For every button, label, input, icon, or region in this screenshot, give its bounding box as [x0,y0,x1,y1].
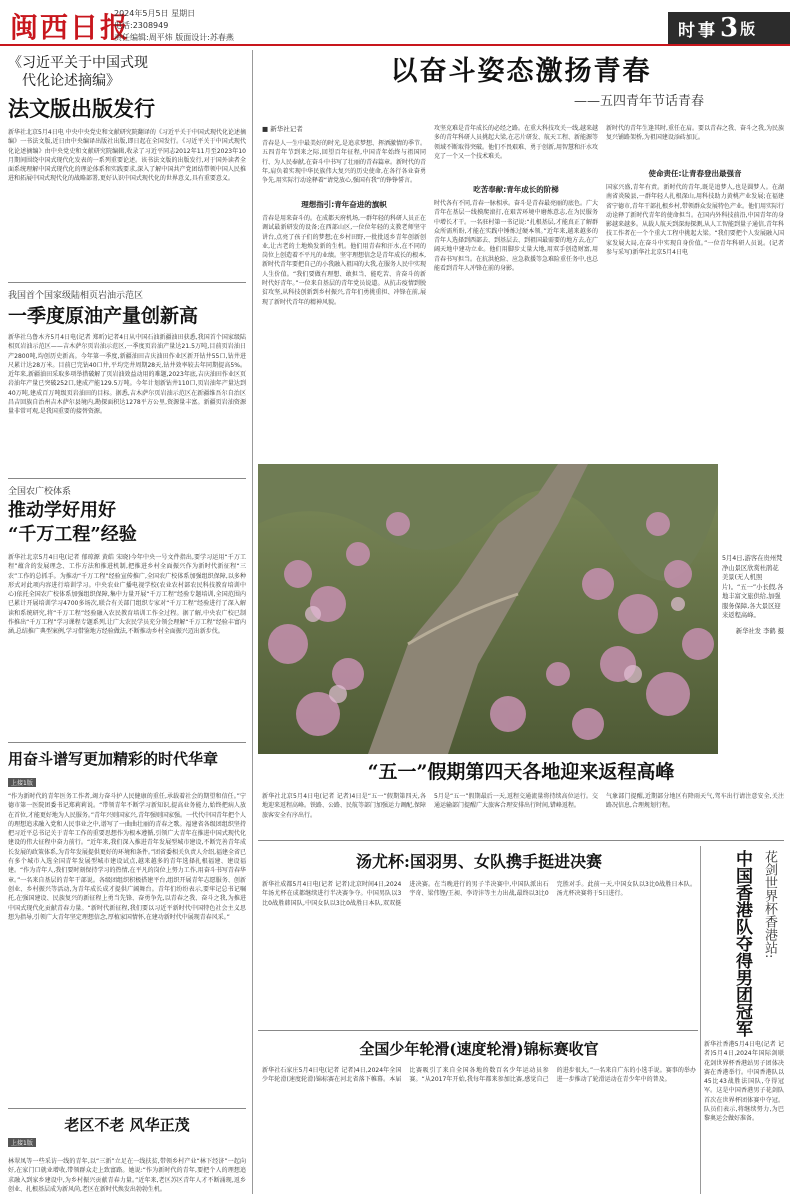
fencing-headline-box [730,850,760,1037]
story-headline: 一季度原油产量创新高 [8,305,199,327]
issue-editors: 责任编辑:周平炜 版面设计:苏春燕 [114,33,234,42]
photo-credit: 新华社发 李鹤 摄 [735,627,784,635]
newspaper-logo: 闽西日报 [10,11,131,44]
story-body: 气象部门提醒,近期部分地区有降雨天气,驾车出行请注意安全,关注路况信息,合理规划行程。 [606,793,784,810]
feature-column-3 [606,124,784,465]
story-divider [8,282,246,283]
story-skating [262,1038,696,1190]
column-divider [700,846,701,1194]
headline-line-2: “千万工程”经验 [8,524,137,545]
story-headline: 老区不老 风华正茂 [64,1116,190,1134]
story-kicker: 全国农广校体系 [8,487,72,497]
story-headline: 用奋斗谱写更加精彩的时代华章 [8,750,219,768]
photo-caption [722,554,784,754]
page-unit: 版 [740,19,756,38]
feature-text: 青春是用来奋斗的。在成都天府机场,一群年轻的科研人员正在调试最新研发的设备;在西部山区,一位位年轻的支教老师坚守讲台,点亮了孩子们的梦想;在乡村田野,一批批返乡青年创新创业,让古老的土地焕发新的生机。他们用青春和汗水,在不同的岗位上创造着不平凡的业绩。坚守理想信念是青年成长的根本,新时代青年要把自己的小我融入祖国的大我,在服务人民中实现人生价值。“我们要做有理想、敢担当、能吃苦、肯奋斗的新时代好青年。”一位来自基层的青年党员说道。从抗击疫情到脱贫攻坚,从科技创新到乡村振兴,青年们勇挑重担、冲锋在前,展现了新时代青年的精神风貌。 [262,215,426,306]
story-book-release [8,54,246,270]
masthead [0,0,790,44]
story-body: 新华社北京5月4日电(记者 郁琼源 黄皓 宋晓)今年中央一号文件指出,要学习运用“千万工程”蕴含的发展理念、工作方法和推进机制,把推进乡村全面振兴作为新时代新征程“三农”工作的总抓手。为推动“千万工程”经验宣传推广,全国农广校体系加强组织保障,以多种形式对此项内容进行培训学习。中央农业广播电视学校(农业农村部农民科技教育培训中心)依托全国农广校体系加强组织保障,集中力量开展“千万工程”经验专题培训,全国范围内已累计开展培训学习4700多场次,联合有关部门组织专家对“千万工程”经验进行了深入解读和系统研究,将“千万工程”经验融入农民教育培训工作全过程。据了解,中央农广校已制作推出“千万工程”学习课程专题系列,让广大农民学员充分领会理解“千万工程”经验丰富内涵,总结推广典型案例,学习借鉴地方经验做法,不断推动乡村全面振兴迈出新步伐。 [8,554,246,636]
feature-subhead: 理想指引:青年奋进的旗帜 [301,200,387,209]
page-number: 3 [720,13,739,43]
fencing-side-label [760,850,784,958]
story-ten-million-project [8,484,246,733]
feature-text: 时代各有不同,青春一脉相承。奋斗是青春最亮丽的底色。广大青年在基层一线摸爬滚打,在艰苦环境中磨炼意志,在为民服务中增长才干。一名驻村第一书记说:“扎根基层,才能真正了解群众所需所盼,才能在实践中锤炼过硬本领。”近年来,越来越多的青年人选择到西部去、到基层去、到祖国最需要的地方去,在广阔天地中建功立业。他们用脚步丈量大地,用双手创造财富,用青春书写担当。在抗洪抢险、应急救援等急难险重任务中,也总能看到青年人冲锋在前的身影。 [434,200,598,273]
story-divider [258,1030,698,1031]
story-headline: 中国香港队夺得男团冠军 [732,850,752,1037]
story-youth-chapter [8,748,246,1088]
scenic-photo [258,464,718,754]
story-divider [8,478,246,479]
story-headline [8,499,246,547]
story-body: 新华社香港5月4日电(记者 记者)5月4日,2024年国际剑联花剑世界杯香港站男子团体决赛在香港举行。中国香港队以45比43战胜法国队,夺得冠军。这是中国香港男子花剑队首次在世界杯团体赛中夺冠。队员们表示,将继续努力,为巴黎奥运会做好准备。 [704,1041,784,1123]
story-divider [8,742,246,743]
side-label-text: 花剑世界杯香港站: [762,850,777,959]
story-headline: 法文版出版发行 [8,96,155,121]
feature-text: 国家兴盛,青年有责。新时代的青年,既是追梦人,也是圆梦人。在湖南省炎陵县,一群年轻人扎根深山,用科技助力黄桃产业发展;在福建省宁德市,青年干部扎根乡村,带领群众发展特色产业。他们用实际行动诠释了新时代青年的使命担当。在国内外科技前沿,中国青年的身影越来越多。从载人航天到深海探测,从人工智能到量子通信,青年科技工作者在一个个重大工程中挑起大梁。“我们要把个人发展融入国家发展大局,在奋斗中实现自身价值。”一位青年科研人员说。(记者 参与采写)新华社北京5月4日电 [606,184,784,257]
section-name: 时事 [678,20,718,41]
story-body: 林翠凤等一些采访一线的青年,以“三新”立足在一线扶贫,带领乡村产业“林下经济”一起向好,在家门口就业增收,带领群众走上致富路。她说:“作为新时代的青年,要把个人的理想追求融入到家乡建设中,为乡村振兴贡献青春力量。”近年来,老区苏区青年人才不断涌现,返乡创业、扎根基层成为新风尚,老区在新时代焕发出勃勃生机。 [8,1158,246,1193]
story-body: “作为新时代的青年医务工作者,竭力奋斗护人民健康的重任,承载着社会的期望和信任。”宁德市第一医院团委书记郑莉莉说。“带领青年不断学习新知识,提高业务能力,始终把病人放在首位,才能更好地为人民服务。”青年兴则国家兴,青年强则国家强。一代代中国青年把个人的理想追求融入党和人民事业之中,谱写了一曲曲壮丽的青春之歌。福建省各级团组织坚持把习近平总书记关于青年工作的重要思想作为根本遵循,引领广大青年在推进中国式现代化建设的伟大征程中奋力前行。“近年来,我们深入推进青年发展型城市建设,不断完善青年成长发展的政策体系,为青年发展提供更好的环境和条件。”团省委相关负责人介绍,福建全省已有多个城市入选全国青年发展型城市建设试点,越来越多的青年选择扎根福建、建设福建。“作为青年人,我们要时刻保持学习的热情,在平凡的岗位上努力工作,用奋斗书写青春华章。”一名来自基层的青年干部说。各级团组织积极搭建平台,组织开展青年志愿服务、创新创业、乡村振兴等活动,为青年成长成才提供广阔舞台。青年们纷纷表示,要牢记总书记嘱托,在强国建设、民族复兴的新征程上勇当先锋、奋勇争先,以青春之我、奋斗之我,为推进中国式现代化贡献青春力量。“新时代新征程,我们要以习近平新时代中国特色社会主义思想为指导,引领广大青年坚定理想信念,厚植家国情怀,在建功新时代中展现青春风采。” [8,793,246,921]
story-headline: 汤尤杯:国羽男、女队携手挺进决赛 [356,852,602,871]
feature-column-2 [434,124,598,465]
story-body: 5月是“五一”假期最后一天,返程交通流量将持续高位运行。交通运输部门提醒广大旅客合理安排出行时间,错峰返程。 [434,793,598,810]
kicker-line-1: 《习近平关于中国式现 [8,55,148,71]
issue-date: 2024年5月5日 星期日 [114,9,196,18]
feature-text: 青春是人一生中最美好的时光,是追求梦想、挥洒激情的季节。五四青年节到来之际,回望百年征程,中国青年始终与祖国同行、为人民奉献,在奋斗中书写了壮丽的青春篇章。新时代的青年,肩负着实现中华民族伟大复兴的历史使命,在各行各业奋勇争先,用实际行动诠释着“请党放心,强国有我”的铮铮誓言。 [262,140,426,185]
section-banner [668,12,790,44]
feature-subtitle: ——五四青年节话青春 [573,94,704,109]
story-holiday-return [258,758,784,786]
continued-tag: 上接1版 [8,778,36,787]
story-divider [258,840,784,841]
feature-subhead: 使命责任:让青春登出最强音 [648,169,742,178]
story-uber-cup [262,850,696,1030]
story-headline: 全国少年轮滑(速度轮滑)锦标赛收官 [359,1040,599,1058]
story-kicker: 我国首个国家级陆相页岩油示范区 [8,291,144,301]
story-body: 新华社北京5月4日电(记者 记者)4日是“五一”假期第四天,各地迎来返程高峰。铁路、公路、民航等部门加强运力调配,保障旅客安全有序出行。 [262,793,426,819]
kicker-line-2: 代化论述摘编》 [22,73,120,89]
story-body: 新华社成都5月4日电(记者 记者)北京时间4日,2024年汤尤杯在成都继续进行半决赛争夺。中国男队以3比0战胜韩国队,中国女队以3比0战胜日本队,双双挺进决赛。在当晚进行的男子半决赛中,中国队派出石宇奇、梁伟铿/王昶、李诗沣等主力出战,最终以3比0完胜对手。此前一天,中国女队以3比0战胜日本队。汤尤杯决赛将于5日进行。 [262,881,696,907]
story-kicker [8,54,246,90]
issue-phone: 电话:2308949 [114,21,169,30]
story-headline: “五一”假期第四天各地迎来返程高峰 [367,761,675,783]
masthead-divider [0,44,790,46]
story-body: 新华社石家庄5月4日电(记者 记者)4日,2024年全国少年轮滑(速度轮滑)锦标赛在河北省落下帷幕。本届比赛吸引了来自全国各地的数百名少年运动员参赛。“从2017年开始,我每年都来参加比赛,感觉自己的进步很大。”一名来自广东的小选手说。赛事的举办进一步推动了轮滑运动在青少年中的普及。 [262,1067,696,1084]
story-divider [8,1108,246,1109]
feature-youth [258,54,784,109]
feature-byline: ■ 新华社记者 [262,125,303,133]
headline-line-1: 推动学好用好 [8,500,116,521]
feature-headline: 以奋斗姿态激扬青春 [390,56,652,87]
story-old-area [8,1114,246,1200]
feature-text: 攻坚克难是青年成长的必经之路。在重大科技攻关一线,越来越多的青年科研人员挑起大梁,在芯片研发、航天工程、新能源等领域不断取得突破。他们不畏艰难、勇于创新,用智慧和汗水攻克了一个又一个技术难关。 [434,125,598,160]
mountain-landscape-image [258,464,718,754]
issue-info [114,8,234,44]
caption-text: 5月4日,游客在贵州梵净山景区欣赏杜鹃花美景(无人机照片)。“五一”小长假,各地丰富文旅供给,加强服务保障,各大景区迎来返程高峰。 [722,555,784,619]
feature-column-1 [262,124,426,470]
column-divider [252,50,253,1194]
story-body: 新华社乌鲁木齐5月4日电(记者 郑昕)记者4日从中国石油新疆油田获悉,我国首个国家级陆相页岩油示范区——吉木萨尔页岩油示范区,一季度页岩油产量达21.5万吨,目前页岩油日产2800吨,均创历史新高。今年第一季度,新疆油田吉庆油田作业区新开钻井55口,钻井进尺累计达28万米。目前已完钻40口井,平均完井周期28天,钻井效率较去年同期提高5%。近年来,新疆油田采取多项举措破解了页岩油效益动用的难题,2023年底,吉庆油田作业区页岩油年产量已突破252口,建成产能129.5万吨。今年计划新钻井110口,页岩油年产量达到40万吨,建成百万吨级页岩油田的目标。据悉,吉木萨尔页岩油示范区在新疆维吾尔自治区昌吉回族自治州吉木萨尔县境内,勘探面积达1278平方公里,资源量丰富。新疆页岩油资源量非常可观,是我国重要的接替资源。 [8,334,246,416]
feature-text: 新时代的青年生逢其时,重任在肩。要以青春之我、奋斗之我,为民族复兴铺路架桥,为祖国建设添砖加瓦。 [606,125,784,142]
story-body: 新华社北京5月4日电 中央中央党史和文献研究院翻译的《习近平关于中国式现代化论述摘编》一书法文版,近日由中央编译出版社出版,即日起在全国发行。《习近平关于中国式现代化论述摘编》由中央党史和文献研究院编辑,收录了习近平同志2012年11月至2023年10月期间围绕中国式现代化发表的一系列重要论述。该书法文版的出版发行,对于国外读者全面系统理解中国式现代化的理论体系和实践要求,深入了解中国共产党团结带领中国人民推进和拓展中国式现代化的战略部署,更好认识中国式现代化的世界意义,具有重要意义。 [8,129,246,183]
continued-tag: 上接1版 [8,1138,36,1147]
feature-subhead: 吃苦奉献:青年成长的阶梯 [473,185,559,194]
story-shale-oil [8,288,246,493]
